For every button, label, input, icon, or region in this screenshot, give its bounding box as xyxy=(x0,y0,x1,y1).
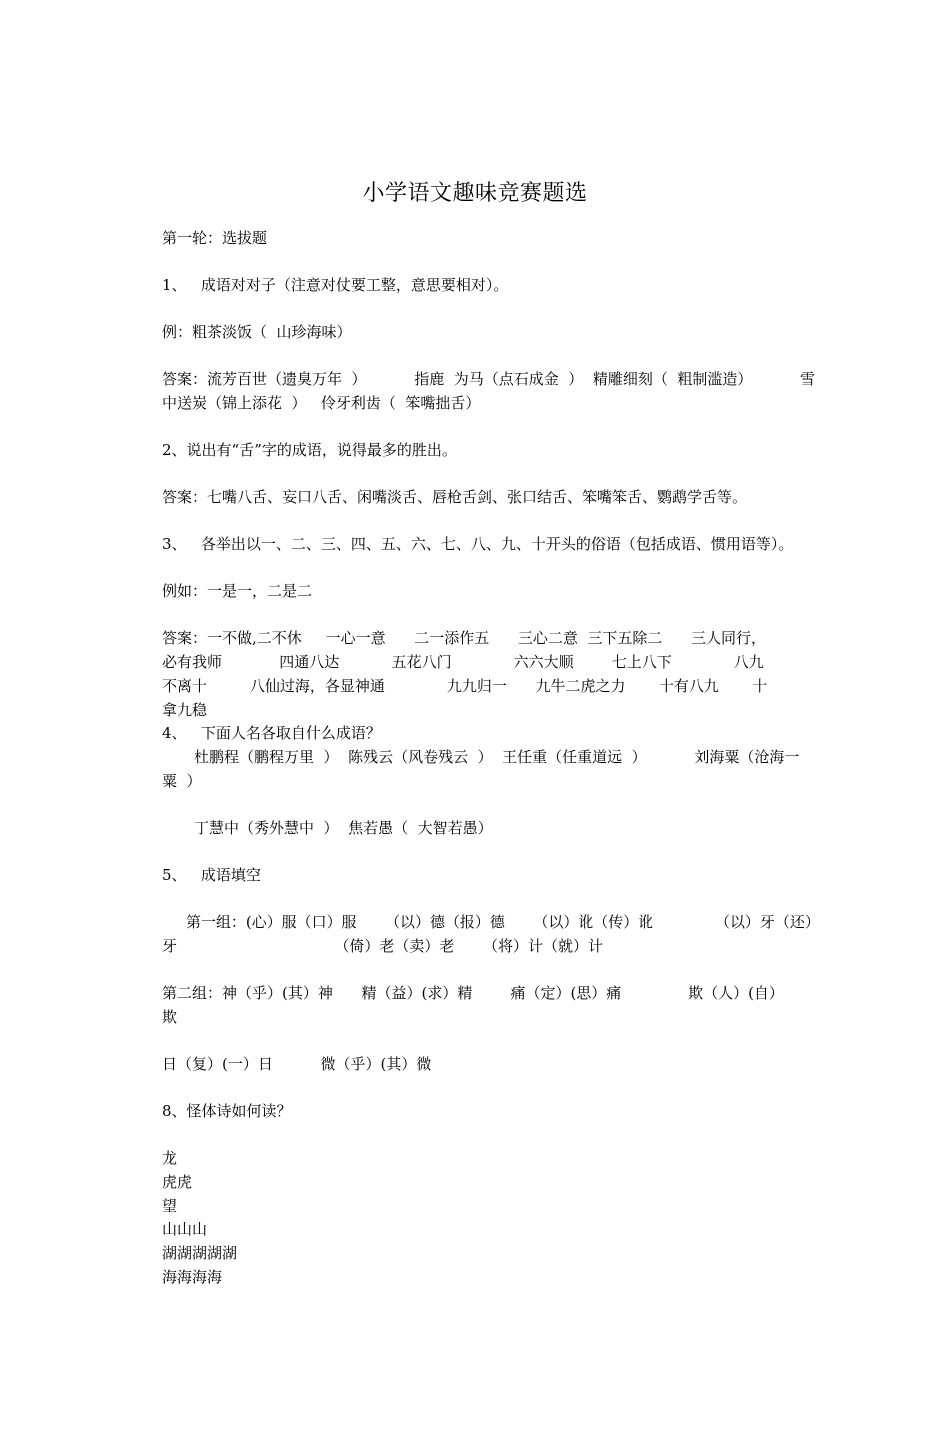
poem-line: 虎虎 xyxy=(162,1173,193,1191)
q3-answer-line-1: 答案：一不做,二不休 一心一意 二一添作五 三心二意 三下五除二 三人同行， xyxy=(162,629,766,647)
round-label: 第一轮：选拔题 xyxy=(162,229,268,247)
q3-answer-line-3: 不离十 八仙过海，各显神通 九九归一 九牛二虎之力 十有八九 十 xyxy=(162,677,768,695)
poem-line: 湖湖湖湖湖 xyxy=(162,1244,238,1262)
q4-line-3: 丁慧中（秀外慧中 ） 焦若愚（ 大智若愚） xyxy=(194,819,493,837)
q3-answer-line-2: 必有我师 四通八达 五花八门 六六大顺 七上八下 八九 xyxy=(162,653,764,671)
q5-group2-line-1: 第二组：神（乎）(其）神 精（益）(求）精 痛（定）(思）痛 欺（人）(自） xyxy=(162,984,784,1002)
q5-group2-line-2: 欺 xyxy=(162,1008,178,1026)
q2-answer: 答案：七嘴八舌、妄口八舌、闲嘴淡舌、唇枪舌剑、张口结舌、笨嘴笨舌、鹦鹉学舌等。 xyxy=(162,488,748,506)
q3-question: 3、 各举出以一、二、三、四、五、六、七、八、九、十开头的俗语（包括成语、惯用语等）。 xyxy=(162,535,794,553)
q5-group1-line-2: 牙 （倚）老（卖）老 （将）计（就）计 xyxy=(162,937,603,955)
q2-question: 2、说出有“舌”字的成语，说得最多的胜出。 xyxy=(162,441,457,459)
page-title: 小学语文趣味竞赛题选 xyxy=(362,181,588,206)
poem-line: 海海海海 xyxy=(162,1268,223,1286)
q8-question: 8、怪体诗如何读？ xyxy=(162,1102,292,1120)
poem-line: 望 xyxy=(162,1197,178,1215)
q1-question: 1、 成语对对子（注意对仗要工整，意思要相对）。 xyxy=(162,276,509,294)
poem-line: 龙 xyxy=(162,1149,178,1167)
q5-question: 5、 成语填空 xyxy=(162,866,261,884)
q3-example: 例如：一是一，二是二 xyxy=(162,582,313,600)
q1-answer-line-2: 中送炭（锦上添花 ） 伶牙利齿（ 笨嘴拙舌） xyxy=(162,394,481,412)
q4-question: 4、 下面人名各取自什么成语？ xyxy=(162,724,381,742)
q3-answer-line-4: 拿九稳 xyxy=(162,701,208,719)
q4-line-2: 粟 ） xyxy=(162,772,202,790)
q1-answer-line-1: 答案：流芳百世（遗臭万年 ） 指鹿 为马（点石成金 ） 精雕细刻（ 粗制滥造） 雪 xyxy=(162,370,816,388)
q1-example: 例：粗茶淡饭（ 山珍海味） xyxy=(162,323,352,341)
q5-group1-line-1: 第一组：(心）服（口）服 （以）德（报）德 （以）讹（传）讹 （以）牙（还） xyxy=(186,913,820,931)
poem-line: 山山山 xyxy=(162,1220,208,1238)
q5-group2-line-3: 日（复）(一）日 微（乎）(其）微 xyxy=(162,1055,432,1073)
q4-line-1: 杜鹏程（鹏程万里 ） 陈残云（风卷残云 ） 王任重（任重道远 ） 刘海粟（沧海一 xyxy=(194,748,800,766)
